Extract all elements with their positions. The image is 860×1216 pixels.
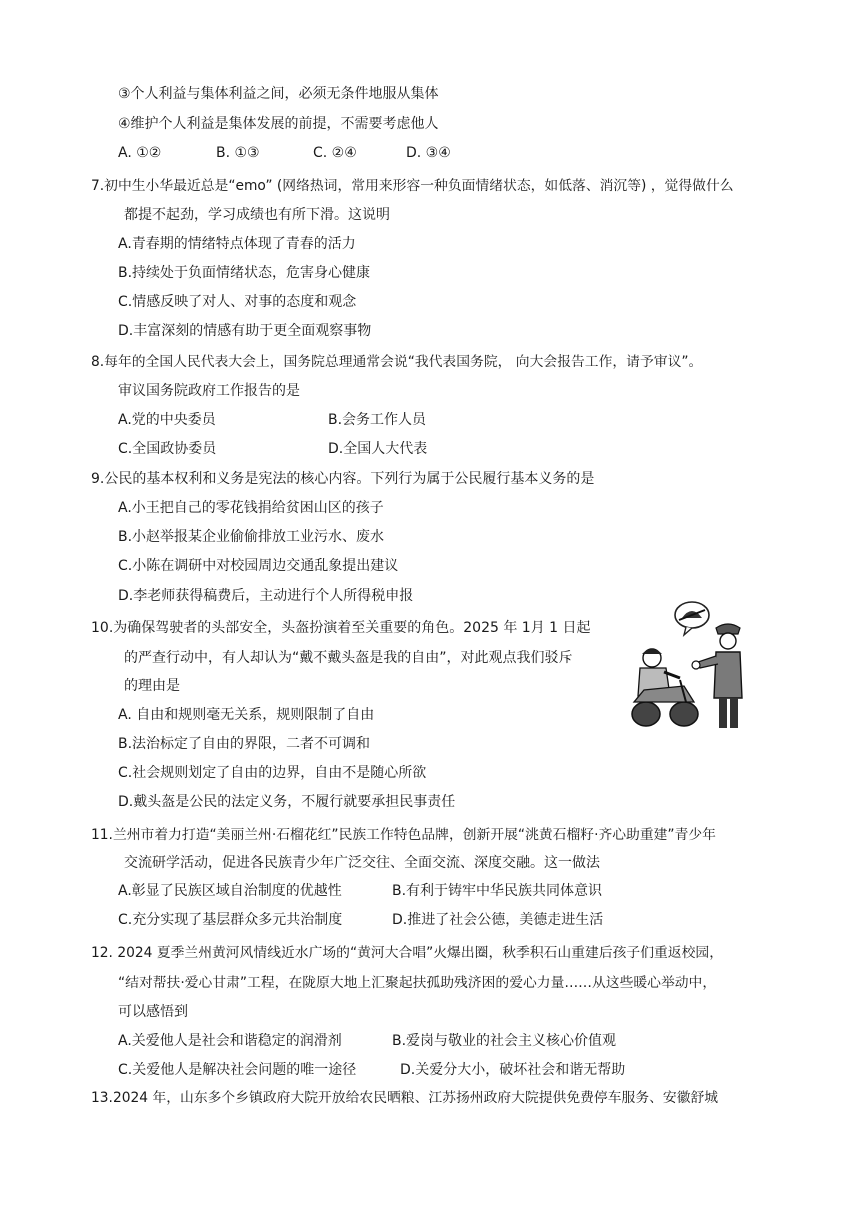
q11-stem-line-2: 交流研学活动，促进各民族青少年广泛交往、全面交流、深度交融。这一做法 (124, 855, 600, 871)
q6-option-b: B. ①③ (216, 145, 260, 161)
q10-option-b: B.法治标定了自由的界限，二者不可调和 (118, 736, 371, 752)
q11-stem-line-1: 11.兰州市着力打造“美丽兰州·石榴花红”民族工作特色品牌，创新开展“洮黄石榴籽·齐心助重建”青少年 (91, 827, 716, 843)
q12-option-b: B.爱岗与敬业的社会主义核心价值观 (392, 1033, 617, 1049)
q9-option-a: A.小王把自己的零花钱捐给贫困山区的孩子 (118, 500, 384, 516)
q9-option-b: B.小赵举报某企业偷偷排放工业污水、废水 (118, 529, 385, 545)
q7-option-b: B.持续处于负面情绪状态，危害身心健康 (118, 265, 371, 281)
q6-option-d: D. ③④ (406, 145, 451, 161)
q11-option-d: D.推进了社会公德，美德走进生活 (392, 912, 604, 928)
q10-option-d: D.戴头盔是公民的法定义务，不履行就要承担民事责任 (118, 794, 456, 810)
q7-stem-line-1: 7.初中生小华最近总是“emo” (网络热词，常用来形容一种负面情绪状态，如低落、消沉等) ，觉得做什么 (91, 178, 734, 194)
q13-stem-line-1: 13.2024 年，山东多个乡镇政府大院开放给农民晒粮、江苏扬州政府大院提供免费停车服务、安徽舒城 (91, 1090, 719, 1106)
q10-option-c: C.社会规则划定了自由的边界，自由不是随心所欲 (118, 765, 427, 781)
q10-stem-line-2: 的严查行动中，有人却认为“戴不戴头盔是我的自由”，对此观点我们驳斥 (124, 650, 573, 666)
q6-statement-4: ④维护个人利益是集体发展的前提，不需要考虑他人 (118, 116, 439, 132)
q8-option-a: A.党的中央委员 (118, 412, 216, 428)
q9-option-d: D.李老师获得稿费后，主动进行个人所得税申报 (118, 588, 414, 604)
q12-stem-line-3: 可以感悟到 (118, 1004, 188, 1020)
q7-option-d: D.丰富深刻的情感有助于更全面观察事物 (118, 323, 372, 339)
q6-option-c: C. ②④ (313, 145, 357, 161)
q10-option-a: A. 自由和规则毫无关系，规则限制了自由 (118, 707, 375, 723)
q11-option-b: B.有利于铸牢中华民族共同体意识 (392, 883, 603, 899)
q6-option-a: A. ①② (118, 145, 162, 161)
q12-option-c: C.关爱他人是解决社会问题的唯一途径 (118, 1062, 357, 1078)
q7-option-a: A.青春期的情绪特点体现了青春的活力 (118, 236, 356, 252)
q8-stem-line-2: 审议国务院政府工作报告的是 (118, 383, 300, 399)
helmet-cartoon-illustration (624, 598, 760, 734)
q6-statement-3: ③个人利益与集体利益之间，必须无条件地服从集体 (118, 86, 439, 102)
q12-option-d: D.关爱分大小，破坏社会和谐无帮助 (400, 1062, 626, 1078)
q7-option-c: C.情感反映了对人、对事的态度和观念 (118, 294, 357, 310)
q10-stem-line-3: 的理由是 (124, 678, 180, 694)
q12-stem-line-2: “结对帮扶·爱心甘肃”工程，在陇原大地上汇聚起扶孤助残济困的爱心力量……从这些暖心举动中， (118, 975, 717, 991)
q8-option-d: D.全国人大代表 (328, 441, 428, 457)
q12-option-a: A.关爱他人是社会和谐稳定的润滑剂 (118, 1033, 342, 1049)
q11-option-a: A.彰显了民族区域自治制度的优越性 (118, 883, 342, 899)
q9-option-c: C.小陈在调研中对校园周边交通乱象提出建议 (118, 558, 399, 574)
q10-stem-line-1: 10.为确保驾驶者的头部安全，头盔扮演着至关重要的角色。2025 年 1月 1 日起 (91, 620, 591, 636)
q9-stem: 9.公民的基本权利和义务是宪法的核心内容。下列行为属于公民履行基本义务的是 (91, 471, 595, 487)
q11-option-c: C.充分实现了基层群众多元共治制度 (118, 912, 343, 928)
q12-stem-line-1: 12. 2024 夏季兰州黄河风情线近水广场的“黄河大合唱”火爆出圈，秋季积石山重建后孩子们重返校园， (91, 945, 723, 961)
q8-option-b: B.会务工作人员 (328, 412, 427, 428)
q8-option-c: C.全国政协委员 (118, 441, 217, 457)
q8-stem-line-1: 8.每年的全国人民代表大会上，国务院总理通常会说“我代表国务院， 向大会报告工作，请予审议”。 (91, 354, 703, 370)
q7-stem-line-2: 都提不起劲，学习成绩也有所下滑。这说明 (124, 207, 390, 223)
